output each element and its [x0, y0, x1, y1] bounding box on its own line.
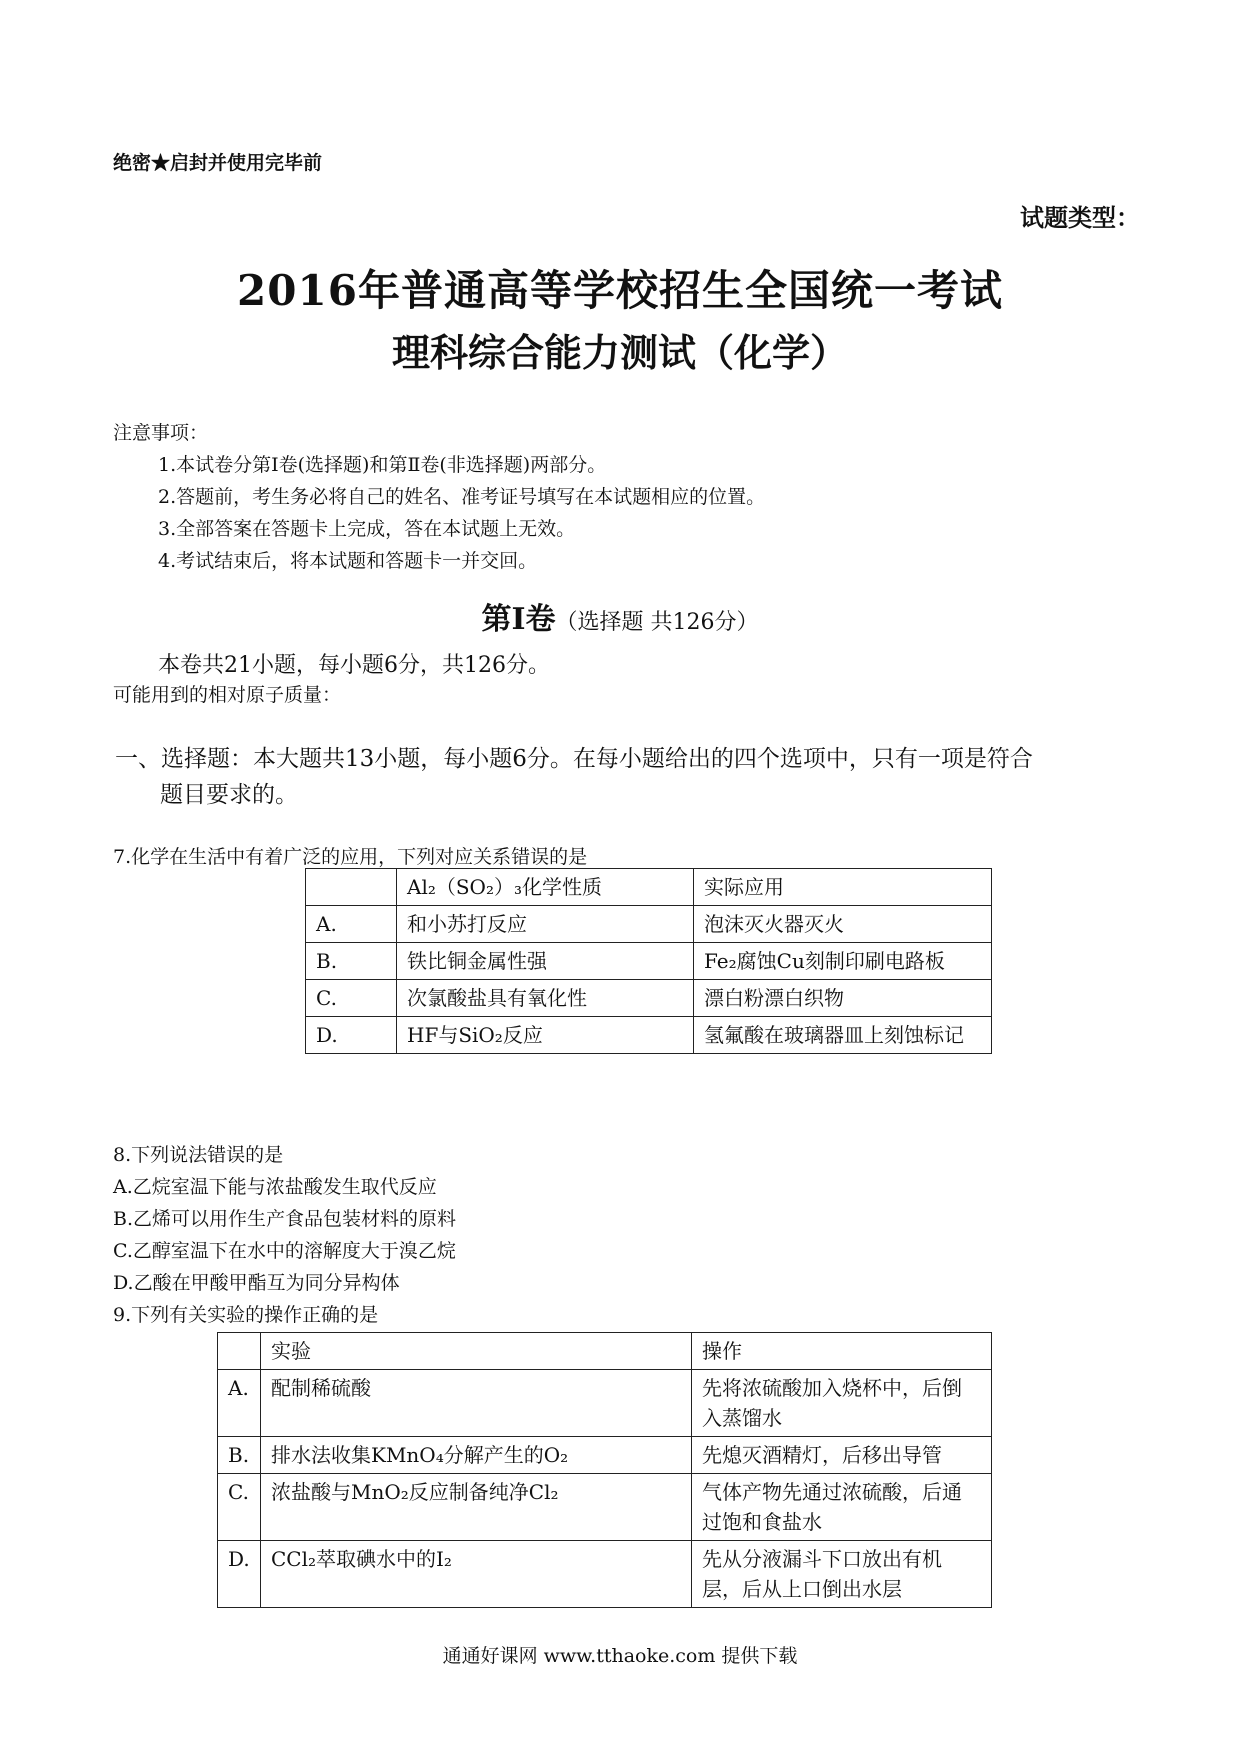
volume-subtitle: （选择题 共126分）	[555, 610, 759, 635]
footer-source: 通通好课网 www.tthaoke.com 提供下载	[442, 1645, 798, 1667]
notes-item: 1.本试卷分第Ⅰ卷(选择题)和第Ⅱ卷(非选择题)两部分。	[158, 454, 607, 476]
volume-heading	[0, 594, 1240, 638]
table-cell: A.	[218, 1370, 261, 1437]
table-cell: 先熄灭酒精灯，后移出导管	[692, 1437, 992, 1474]
atomic-mass-label: 可能用到的相对原子质量：	[113, 684, 342, 706]
question-type-label: 试题类型：	[1020, 203, 1140, 232]
table-cell	[306, 869, 397, 906]
exam-title: 2016年普通高等学校招生全国统一考试	[237, 266, 1003, 315]
table-cell: 实际应用	[694, 869, 992, 906]
table-cell: 浓盐酸与MnO₂反应制备纯净Cl₂	[261, 1474, 692, 1541]
notes-item: 4.考试结束后，将本试题和答题卡一并交回。	[158, 550, 538, 572]
confidential-label: 绝密★启封并使用完毕前	[113, 152, 323, 174]
table-cell: 排水法收集KMnO₄分解产生的O₂	[261, 1437, 692, 1474]
section-heading: 一、选择题：本大题共13小题，每小题6分。在每小题给出的四个选项中，只有一项是符合	[115, 746, 1033, 772]
table-row	[218, 1541, 992, 1608]
table-cell: 操作	[692, 1333, 992, 1370]
table-row	[218, 1474, 992, 1541]
table-cell: Fe₂腐蚀Cu刻制印刷电路板	[694, 943, 992, 980]
table-row	[306, 906, 992, 943]
table-row	[306, 1017, 992, 1054]
table-cell: 气体产物先通过浓硫酸，后通过饱和食盐水	[692, 1474, 992, 1541]
table-row	[218, 1437, 992, 1474]
table-cell: 配制稀硫酸	[261, 1370, 692, 1437]
q8-option: A.乙烷室温下能与浓盐酸发生取代反应	[113, 1176, 437, 1198]
notes-item: 2.答题前，考生务必将自己的姓名、准考证号填写在本试题相应的位置。	[158, 486, 766, 508]
section-heading-cont: 题目要求的。	[160, 782, 298, 808]
exam-subtitle: 理科综合能力测试（化学）	[391, 330, 848, 375]
table-cell: 漂白粉漂白织物	[694, 980, 992, 1017]
q9-table	[217, 1332, 992, 1608]
q7-stem: 7.化学在生活中有着广泛的应用，下列对应关系错误的是	[113, 846, 588, 868]
table-cell	[218, 1333, 261, 1370]
table-cell: 和小苏打反应	[397, 906, 694, 943]
table-cell: Al₂（SO₂）₃化学性质	[397, 869, 694, 906]
table-cell: B.	[218, 1437, 261, 1474]
table-cell: B.	[306, 943, 397, 980]
table-cell: C.	[306, 980, 397, 1017]
volume-title: 第Ⅰ卷	[481, 602, 556, 637]
q7-table	[305, 868, 992, 1054]
table-cell: D.	[306, 1017, 397, 1054]
table-row	[306, 943, 992, 980]
table-cell: C.	[218, 1474, 261, 1541]
q8-option: B.乙烯可以用作生产食品包装材料的原料	[113, 1208, 457, 1230]
q8-stem: 8.下列说法错误的是	[113, 1144, 284, 1166]
q9-stem: 9.下列有关实验的操作正确的是	[113, 1304, 379, 1326]
q8-option: D.乙酸在甲酸甲酯互为同分异构体	[113, 1272, 400, 1294]
table-cell: 先将浓硫酸加入烧杯中，后倒入蒸馏水	[692, 1370, 992, 1437]
notes-item: 3.全部答案在答题卡上完成，答在本试题上无效。	[158, 518, 576, 540]
table-header-row	[306, 869, 992, 906]
table-cell: 实验	[261, 1333, 692, 1370]
table-row	[306, 980, 992, 1017]
table-cell: 先从分液漏斗下口放出有机层，后从上口倒出水层	[692, 1541, 992, 1608]
table-cell: 次氯酸盐具有氧化性	[397, 980, 694, 1017]
notes-heading: 注意事项：	[113, 422, 209, 444]
table-cell: HF与SiO₂反应	[397, 1017, 694, 1054]
volume-intro: 本卷共21小题，每小题6分，共126分。	[158, 653, 550, 678]
table-cell: D.	[218, 1541, 261, 1608]
table-cell: 泡沫灭火器灭火	[694, 906, 992, 943]
q8-option: C.乙醇室温下在水中的溶解度大于溴乙烷	[113, 1240, 456, 1262]
table-cell: 铁比铜金属性强	[397, 943, 694, 980]
table-row	[218, 1370, 992, 1437]
table-cell: A.	[306, 906, 397, 943]
table-header-row	[218, 1333, 992, 1370]
table-cell: 氢氟酸在玻璃器皿上刻蚀标记	[694, 1017, 992, 1054]
table-cell: CCl₂萃取碘水中的I₂	[261, 1541, 692, 1608]
